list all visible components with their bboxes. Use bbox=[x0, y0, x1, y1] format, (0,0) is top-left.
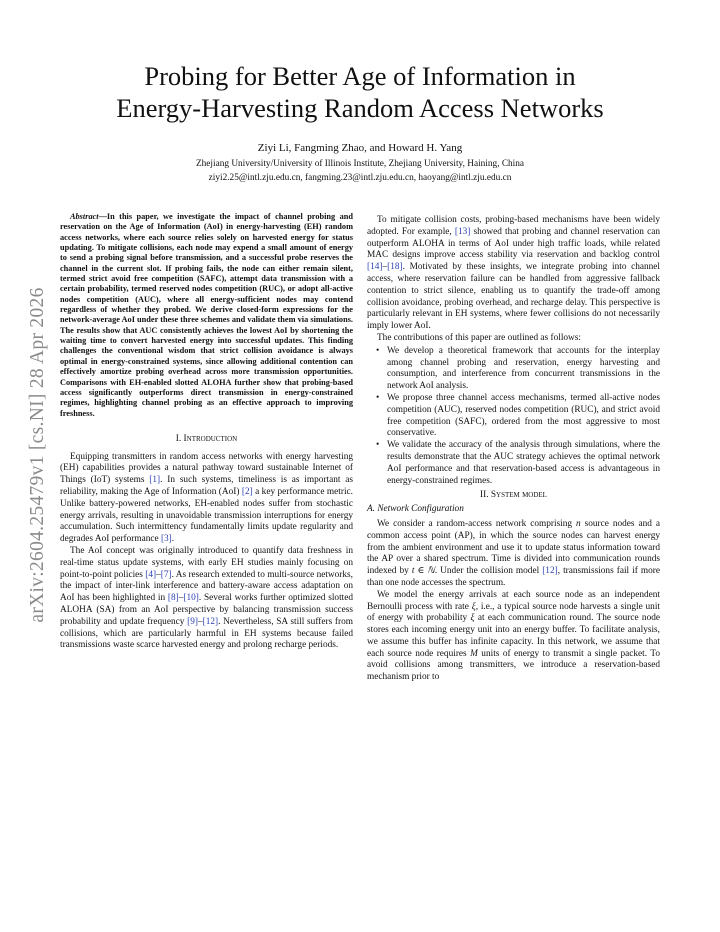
citation-link[interactable]: [9] bbox=[187, 616, 198, 627]
citation-link[interactable]: [18] bbox=[387, 262, 403, 273]
citation-link[interactable]: [3] bbox=[160, 534, 172, 545]
body-paragraph-energy: We model the energy arrivals at each source node as an independent Bernoulli process with rate ξ, i.e., a typical source node harvests a single unit of energy with probability ξ at each communication round. The source node stores each incoming energy unit into an energy buffer. To facilitate analysis, we assume this buffer has infinite capacity. In this network, we assume that each source node requires M units of energy to transmit a single packet. To avoid collisions among transmitters, we introduce a reservation-based mechanism prior to bbox=[367, 589, 660, 683]
list-item: • We validate the accuracy of the analysis through simulations, where the results demonstrate that the AUC strategy achieves the optimal network AoI performance and that reservation-based access is advantageous in energy-constrained regimes. bbox=[387, 440, 660, 487]
abstract-text: —In this paper, we investigate the impact of channel probing and reservation on the Age of Information (AoI) in energy-harvesting (EH) random access networks, where each source relies solely on harvested energy for status updating. To mitigate collisions, each node may expend a small amount of energy to send a probing signal before transmission, and a successful probe reserves the channel in the current slot. If probing fails, the node can either remain silent, termed strict avoid free competition (SAFC), attempt data transmission with a certain probability, termed reserved nodes competition (RUC), or adopt all-active nodes competition (AUC), where all energy-sufficient nodes may contend regardless of whether they probed. We derive closed-form expressions for the network-average AoI under these three schemes and validate them via simulations. The results show that AUC consistently achieves the lowest AoI by shortening the waiting time to convert harvested energy into successful updates. This finding challenges the conventional wisdom that strict collision avoidance is always optimal in energy-constrained systems, since allowing additional contention can effectively amortize probing overhead across more transmission opportunities. Comparisons with EH-enabled slotted ALOHA further show that probing-based access significantly outperforms direct transmission in energy-constrained regimes, highlighting channel probing as an effective approach to improving freshness. bbox=[60, 212, 353, 418]
citation-link[interactable]: [14] bbox=[367, 262, 383, 273]
title-line-1: Probing for Better Age of Information in bbox=[144, 61, 576, 91]
title-line-2: Energy-Harvesting Random Access Networks bbox=[116, 93, 604, 123]
list-item: • We propose three channel access mechanisms, termed all-active nodes competition (AUC), reserved nodes competition (RUC), and strict avoid free competition (SAFC), ordered from the most aggressive to most conservative. bbox=[387, 393, 660, 440]
affiliation: Zhejiang University/University of Illinois Institute, Zhejiang University, Haining, China bbox=[195, 159, 525, 169]
list-item: • We develop a theoretical framework that accounts for the interplay among channel probing and reservation, energy harvesting and consumption, and interference from concurrent transmissions in the network AoI analysis. bbox=[387, 346, 660, 393]
citation-link[interactable]: [12] bbox=[542, 566, 558, 577]
subsection-heading-network-configuration: A. Network Configuration bbox=[367, 504, 464, 515]
arxiv-identifier: arXiv:2604.25479v1 [cs.NI] 28 Apr 2026 bbox=[27, 287, 48, 623]
citation-link[interactable]: [4] bbox=[145, 569, 157, 580]
body-paragraph-probing: To mitigate collision costs, probing-based mechanisms have been widely adopted. For example, [13] showed that probing and channel reservation can outperform ALOHA in terms of AoI under high traffic loads, while related MAC designs improve access stability via reservation and backlog control [14]–[18]. Motivated by these insights, we integrate probing into channel access, where reservation failure can be handled from aggressive fallback contention to strict silence, enabling us to quantify the trade-off among collision avoidance, probing overhead, and recharge delay. This perspective is particularly relevant in EH systems, where fewer collisions do not necessarily imply lower AoI. bbox=[367, 215, 660, 332]
abstract-label: Abstract bbox=[70, 212, 99, 221]
right-column bbox=[367, 215, 660, 684]
citation-link[interactable]: [13] bbox=[454, 226, 471, 237]
author-emails: ziyi2.25@intl.zju.edu.cn, fangming.23@intl.zju.edu.cn, haoyang@intl.zju.edu.cn bbox=[208, 173, 512, 183]
contributions-intro: The contributions of this paper are outlined as follows: bbox=[377, 332, 581, 343]
intro-paragraph-1: Equipping transmitters in random access networks with energy harvesting (EH) capabilities provides a natural pathway toward sustainable Internet of Things (IoT) systems [1]. In such systems, timeliness is as important as reliability, making the Age of Information (AoI) [2] a key performance metric. Unlike battery-powered networks, EH-enabled nodes suffer from stochastic energy arrivals, resulting in unavoidable transmission interruptions for energy accumulation. Such intermittency fundamentally limits update regularity and degrades AoI performance [3]. bbox=[60, 451, 353, 545]
section-heading-system-model: II. System model bbox=[480, 490, 547, 501]
citation-link[interactable]: [8] bbox=[167, 593, 179, 604]
body-paragraph-network: We consider a random-access network comprising n source nodes and a common access point (AP), in which the source nodes can harvest energy from the ambient environment and use it to update status information toward the AP over a shared spectrum. Time is divided into communication rounds indexed by t ∈ ℕ. Under the collision model [12], transmissions fail if more than one node accesses the spectrum. bbox=[367, 518, 660, 588]
author-list: Ziyi Li, Fangming Zhao, and Howard H. Yang bbox=[257, 142, 463, 154]
citation-link[interactable]: [1] bbox=[149, 475, 161, 486]
section-heading-introduction: I. Introduction bbox=[175, 433, 238, 444]
left-column bbox=[60, 212, 353, 652]
citation-link[interactable]: [7] bbox=[160, 569, 172, 580]
paper-title bbox=[60, 60, 660, 124]
citation-link[interactable]: [2] bbox=[241, 487, 253, 498]
intro-paragraph-2: The AoI concept was originally introduced to quantify data freshness in real-time status update systems, with early EH studies mainly focusing on point-to-point policies [4]–[7]. As research extended to multi-source networks, the impact of inter-link interference and battery-aware access adaptation on AoI has been highlighted in [8]–[10]. Several works further optimized slotted ALOHA (SA) from an AoI perspective by balancing transmission success probability and update frequency [9]–[12]. Nevertheless, SA still suffers from collisions, which are particularly harmful in EH systems because failed transmissions waste scarce harvested energy and prolong recharge periods. bbox=[60, 546, 354, 651]
abstract bbox=[60, 212, 353, 419]
citation-link[interactable]: [12] bbox=[202, 616, 219, 627]
citation-link[interactable]: [10] bbox=[183, 593, 199, 604]
contributions-list bbox=[367, 346, 660, 488]
